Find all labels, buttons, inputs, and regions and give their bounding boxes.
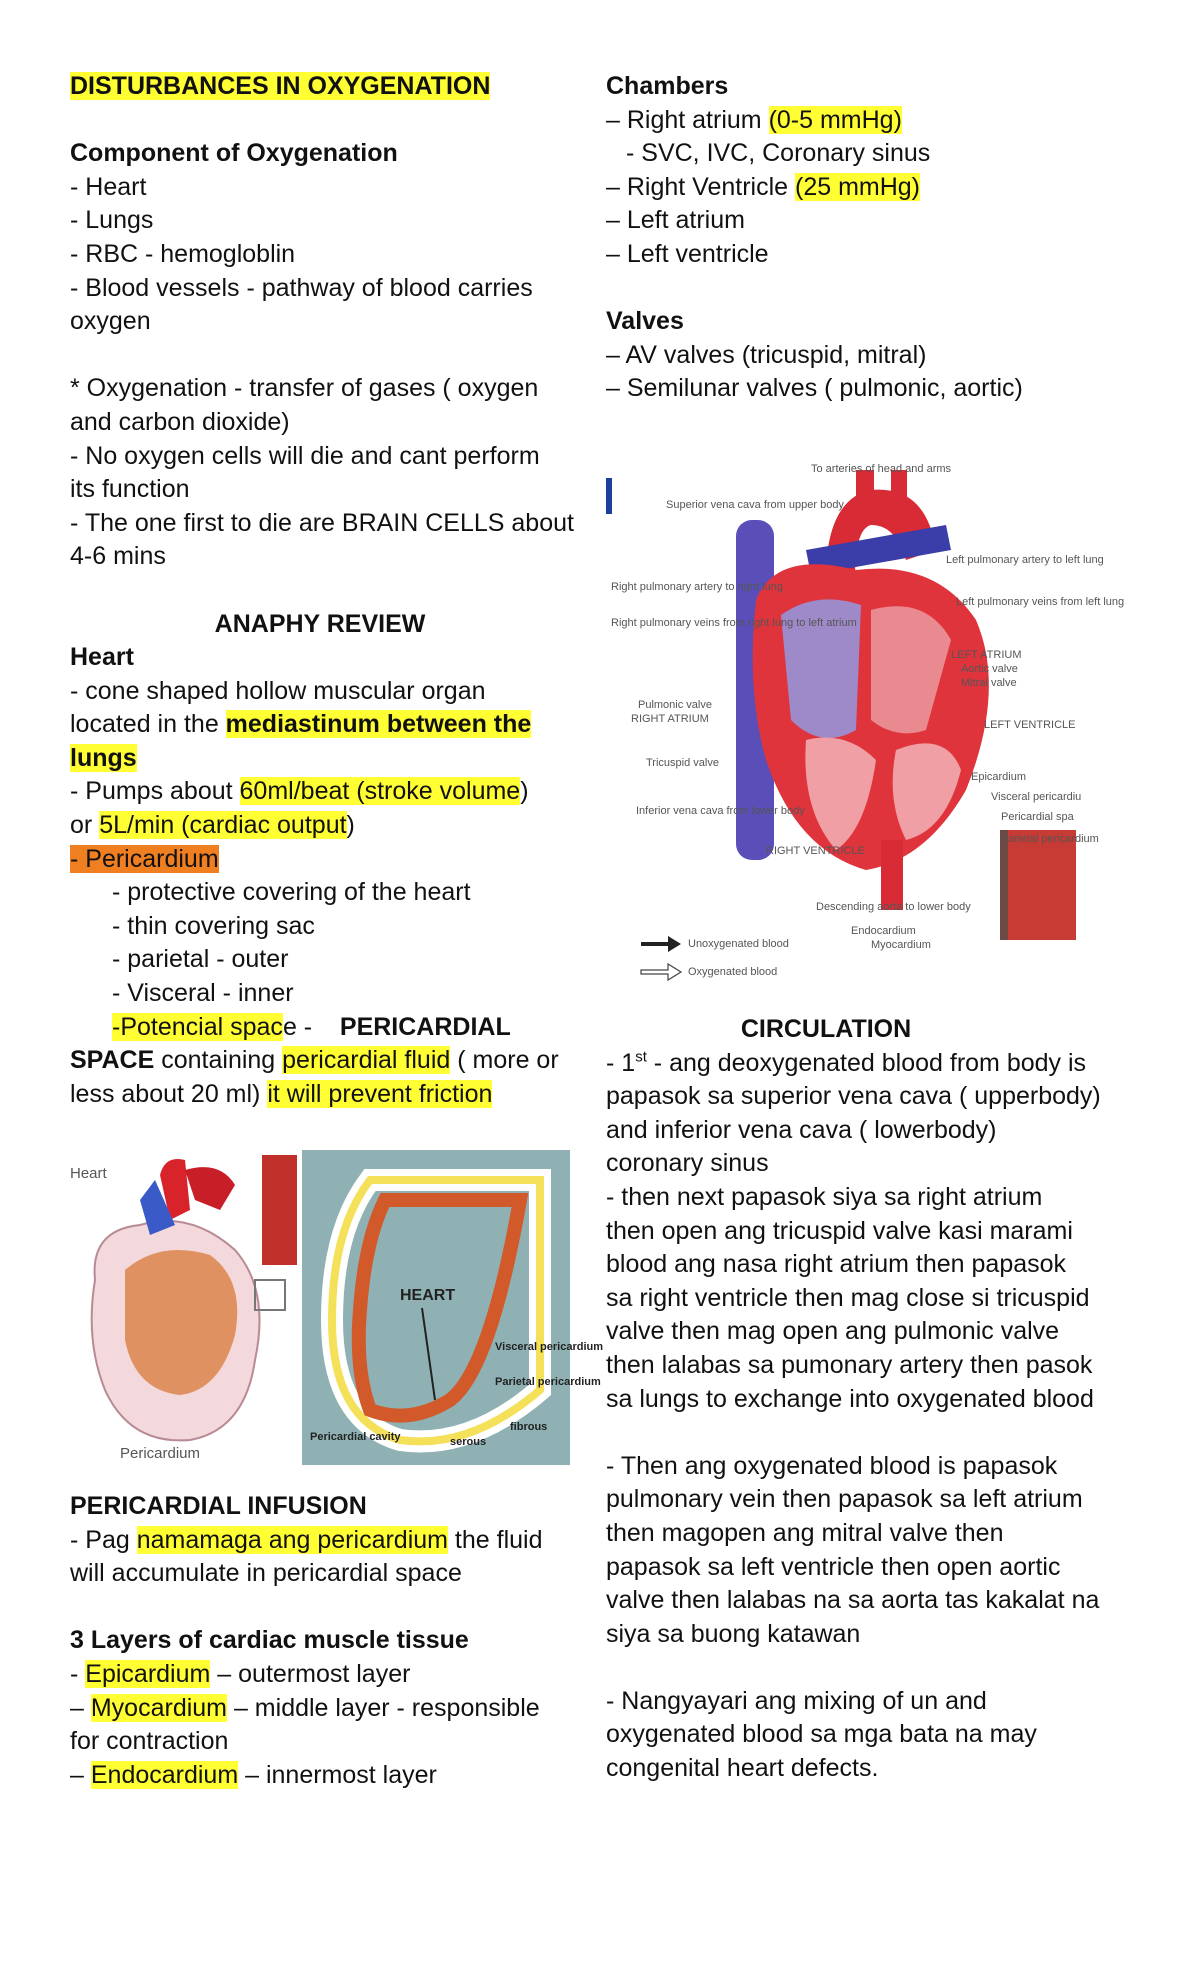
heart-desc: lungs	[70, 743, 137, 772]
fig-label-av: Aortic valve	[961, 663, 1018, 675]
chamber-subitem: - SVC, IVC, Coronary sinus	[626, 139, 931, 168]
circulation-line: coronary sinus	[606, 1149, 769, 1178]
circulation-line: - Nangyayari ang mixing of un and	[606, 1686, 987, 1715]
layer-item: for contraction	[70, 1727, 229, 1756]
fig-label-epi: Epicardium	[971, 771, 1027, 783]
fig-label-pspa: Pericardial spa	[1001, 811, 1074, 823]
fig-label-tv: Tricuspid valve	[646, 757, 719, 769]
fig-label-heart: Heart	[70, 1165, 107, 1182]
valve-item: – AV valves (tricuspid, mitral)	[606, 340, 927, 369]
fig-label-endo: Endocardium	[851, 925, 916, 937]
fig-label-parietal: Parietal pericardium	[495, 1376, 601, 1388]
note-line: 4-6 mins	[70, 542, 166, 571]
component-heading: Component of Oxygenation	[70, 139, 398, 168]
component-item: - Lungs	[70, 206, 154, 235]
fig-label-heart-inset: HEART	[400, 1287, 456, 1304]
circulation-line: then lalabas sa pumonary artery then pasok	[606, 1350, 1093, 1379]
chamber-item: – Right atrium (0-5 mmHg)	[606, 105, 902, 134]
component-item: oxygen	[70, 307, 151, 336]
fig-label-myo: Myocardium	[871, 939, 931, 951]
potencial-line: -Potencial space - PERICARDIAL	[112, 1012, 511, 1041]
circulation-line: pulmonary vein then papasok sa left atrium	[606, 1485, 1083, 1514]
circulation-line: then magopen ang mitral valve then	[606, 1518, 1004, 1547]
pericardium-item: - Visceral - inner	[112, 979, 294, 1008]
output-line: or 5L/min (cardiac output)	[70, 811, 355, 840]
layer-item: – Myocardium – middle layer - responsible	[70, 1693, 540, 1722]
fig-label-unox: Unoxygenated blood	[688, 938, 789, 950]
circulation-line: sa right ventricle then mag close si tricuspid	[606, 1283, 1090, 1312]
circulation-line: - Then ang oxygenated blood is papasok	[606, 1451, 1058, 1480]
fig-label-ra: RIGHT ATRIUM	[631, 713, 709, 725]
infusion-line: will accumulate in pericardial space	[70, 1559, 462, 1588]
chamber-item: – Left ventricle	[606, 239, 769, 268]
fig-label-lv: LEFT VENTRICLE	[984, 719, 1076, 731]
circulation-line: blood ang nasa right atrium then papasok	[606, 1250, 1067, 1279]
heart-desc: located in the mediastinum between the	[70, 710, 532, 739]
space-line: SPACE containing pericardial fluid ( more or	[70, 1046, 559, 1075]
fig-label-visc: Visceral pericardiu	[991, 791, 1082, 803]
chamber-item: – Right Ventricle (25 mmHg)	[606, 172, 921, 201]
component-item: - Heart	[70, 172, 147, 201]
fig-label-cavity: Pericardial cavity	[310, 1431, 401, 1443]
circulation-line: siya sa buong katawan	[606, 1619, 861, 1648]
heart-anatomy-figure	[606, 430, 1125, 990]
pericardium-item: - thin covering sac	[112, 911, 315, 940]
layer-item: - Epicardium – outermost layer	[70, 1659, 411, 1688]
fig-label-serous: serous	[450, 1436, 487, 1448]
fig-label-par: Parietal pericardium	[1001, 833, 1099, 845]
anaphy-heading: ANAPHY REVIEW	[214, 609, 426, 638]
doc-title: DISTURBANCES IN OXYGENATION	[70, 72, 491, 100]
component-item: - Blood vessels - pathway of blood carries	[70, 273, 533, 302]
layers-heading: 3 Layers of cardiac muscle tissue	[70, 1626, 469, 1655]
circulation-line: oxygenated blood sa mga bata na may	[606, 1720, 1037, 1749]
valve-item: – Semilunar valves ( pulmonic, aortic)	[606, 374, 1023, 403]
circulation-section	[606, 1013, 1126, 1786]
note-line: its function	[70, 475, 190, 504]
left-column	[70, 70, 574, 1111]
fig-label-rv: RIGHT VENTRICLE	[766, 845, 865, 857]
pericardium-item: - parietal - outer	[112, 945, 289, 974]
chambers-heading: Chambers	[606, 72, 729, 100]
infusion-heading: PERICARDIAL INFUSION	[70, 1492, 367, 1520]
left-column-bottom	[70, 1490, 570, 1792]
valves-heading: Valves	[606, 307, 684, 336]
fig-label-rpa: Right pulmonary artery to right lung	[611, 581, 783, 593]
right-column	[606, 70, 1126, 406]
infusion-line: - Pag namamaga ang pericardium the fluid	[70, 1525, 543, 1554]
fig-label-rpv: Right pulmonary veins from right lung to left atrium	[611, 617, 857, 629]
circulation-line: - 1st - ang deoxygenated blood from body is	[606, 1048, 1087, 1077]
fig-label-ox: Oxygenated blood	[688, 966, 778, 978]
pericardium-item: - protective covering of the heart	[112, 878, 471, 907]
pericardium-inset	[262, 1150, 603, 1465]
circulation-line: papasok sa superior vena cava ( upperbody)	[606, 1082, 1101, 1111]
fig-label-pv: Pulmonic valve	[638, 699, 712, 711]
heart-desc: - cone shaped hollow muscular organ	[70, 676, 486, 705]
fig-label-visceral: Visceral pericardium	[495, 1341, 604, 1353]
fig-label-la: LEFT ATRIUM	[951, 649, 1022, 661]
pericardium-figure	[70, 1140, 604, 1465]
note-line: - The one first to die are BRAIN CELLS about	[70, 508, 574, 537]
fig-label-lpv: Left pulmonary veins from left lung	[956, 596, 1125, 608]
component-item: - RBC - hemogloblin	[70, 239, 296, 268]
fig-label-ivc: Inferior vena cava from lower body	[636, 805, 805, 817]
circulation-line: sa lungs to exchange into oxygenated blood	[606, 1384, 1094, 1413]
circulation-heading: CIRCULATION	[740, 1015, 912, 1043]
fig-label-fibrous: fibrous	[510, 1421, 548, 1433]
fig-label-da: Descending aorta to lower body	[816, 901, 971, 913]
fig-label-top: To arteries of head and arms	[811, 463, 952, 475]
circulation-line: valve then mag open ang pulmonic valve	[606, 1317, 1060, 1346]
heart-heading: Heart	[70, 643, 134, 672]
friction-line: less about 20 ml) it will prevent friction	[70, 1079, 493, 1108]
layer-item: – Endocardium – innermost layer	[70, 1760, 437, 1789]
fig-label-pericardium: Pericardium	[120, 1445, 201, 1462]
circulation-line: papasok sa left ventricle then open aortic	[606, 1552, 1061, 1581]
note-line: * Oxygenation - transfer of gases ( oxygen	[70, 374, 539, 403]
circulation-line: congenital heart defects.	[606, 1754, 879, 1783]
pericardium-label: - Pericardium	[70, 844, 219, 873]
circulation-line: valve then lalabas na sa aorta tas kakalat na	[606, 1586, 1100, 1615]
fig-label-mv: Mitral valve	[961, 677, 1017, 689]
chamber-item: – Left atrium	[606, 206, 745, 235]
circulation-line: then open ang tricuspid valve kasi marami	[606, 1216, 1073, 1245]
circulation-line: and inferior vena cava ( lowerbody)	[606, 1115, 997, 1144]
circulation-line: - then next papasok siya sa right atrium	[606, 1182, 1043, 1211]
note-line: - No oxygen cells will die and cant perform	[70, 441, 540, 470]
fig-label-lpa: Left pulmonary artery to left lung	[946, 554, 1104, 566]
pumps-line: - Pumps about 60ml/beat (stroke volume)	[70, 777, 529, 806]
note-line: and carbon dioxide)	[70, 407, 290, 436]
fig-label-svc: Superior vena cava from upper body	[666, 499, 844, 511]
